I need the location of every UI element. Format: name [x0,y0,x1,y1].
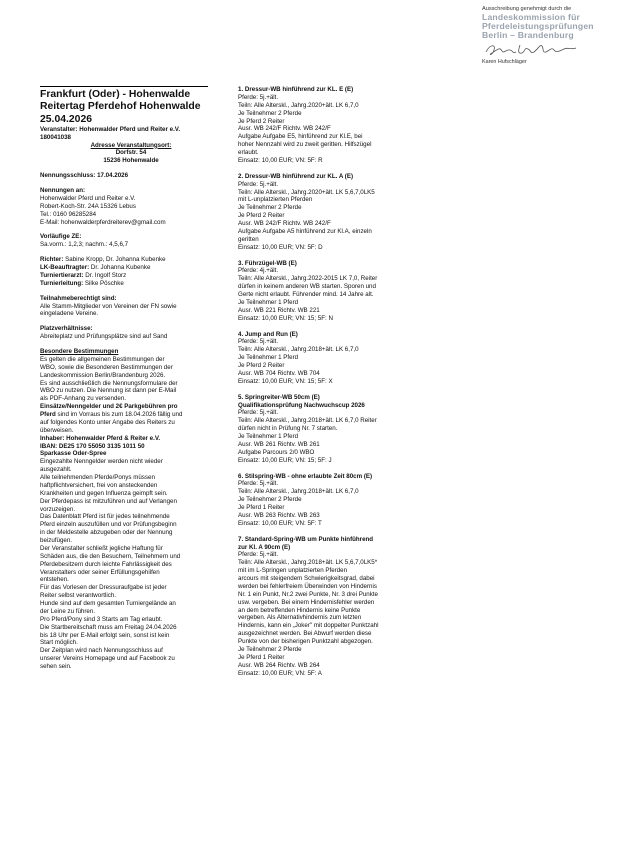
event-line: mit L-unplatzierten Pferden [238,196,313,204]
stamp-org-line: Berlin – Brandenburg [482,29,574,40]
event-line: Teiln: Alle Alterskl., Jahrg.2020+ält. LK 6,7,0 [238,101,359,109]
adresse-line: 15236 Hohenwalde [103,157,159,165]
event-heading: 6. Stilspring-WB - ohne erlaubte Zeit 80cm (E) [238,472,373,480]
event-line: Pferde: 5j.+ält. [238,93,279,101]
event-heading: Qualifikationsprüfung Nachwuchscup 2026 [238,401,365,409]
left-column [40,86,222,671]
event-line: an dem betreffenden Hindernis keine Punkte [238,606,361,614]
ze-value: Sa.vorm.: 1,2,3; nachm.: 4,5,6,7 [40,241,129,249]
event-2 [238,173,444,252]
event-line: Teiln: Alle Alterskl., Jahrg.2018+ält. LK 6,7,0 Reiter [238,417,377,425]
signature-image [484,41,579,57]
einsatz-line [40,411,222,419]
event-5 [238,394,444,465]
event-line: Pferde: 5j.+ält. [238,338,279,346]
rules-line: der Leine zu führen. [40,607,96,615]
event-line: Je Teilnehmer 1 Pferd [238,298,299,306]
official-label: Richter: [40,256,64,264]
official-leitung [40,280,222,288]
teilnahme-line: Alle Stamm-Mitglieder von Vereinen der FN sowie [40,302,177,310]
official-lk [40,264,222,272]
rules-line: haftpflichtversichert, frei von ansteckenden [40,481,158,489]
rules-line: sehen sein. [40,663,72,671]
bestimmungen-line: Es sind ausschließlich die Nennungsformulare der [40,379,178,387]
bestimmungen-line: auf folgendes Konto unter Angabe des Reiters zu [40,418,175,426]
event-line: Je Teilnehmer 2 Pferde [238,645,302,653]
einsatz-rest: sind im Vorraus bis zum 18.04.2026 fällig und [55,411,183,419]
bestimmungen-heading: Besondere Bestimmungen [40,348,119,356]
top-rule [40,86,208,87]
rules-line: Für das Vorlesen der Dressuraufgabe ist jeder [40,584,167,592]
official-label: Turniertierarzt: [40,271,84,279]
event-line: Je Pferd 1 Reiter [238,653,285,661]
event-line: Je Pferd 2 Reiter [238,212,285,220]
nennungen-line: Tel.: 0160 96285284 [40,210,97,218]
nennungen-heading: Nennungen an: [40,187,86,195]
nennungen-email: E-Mail: hohenwalderpferdreiterev@gmail.com [40,218,166,226]
adresse-heading: Adresse Veranstaltungsort: [90,141,172,149]
teilnahme-line: eingeladene Vereine. [40,310,99,318]
event-heading: 4. Jump and Run (E) [238,330,298,338]
ze-heading: Vorläufige ZE: [40,233,82,241]
event-line: Pferde: 5j.+ält. [238,551,279,559]
teilnahme-heading: Teilnahmeberechtigt sind: [40,294,117,302]
rules-line: Pferdebesitzern durch leichte Fahrlässigkeit des [40,560,172,568]
event-line: Je Teilnehmer 1 Pferd [238,354,299,362]
event-line: Je Teilnehmer 2 Pferde [238,204,302,212]
event-line: Je Pferd 2 Reiter [238,362,285,369]
event-line: Gerte nicht erlaubt. Führender mind. 14 Jahre alt. [238,291,374,298]
rules-line: Start möglich. [40,639,78,647]
official-label: LK-Beauftragter: [40,264,90,272]
event-line: Einsatz: 10,00 EUR; VN: 5F: T [238,519,322,527]
event-line: Je Teilnehmer 2 Pferde [238,496,302,504]
bank-iban: IBAN: DE25 170 55050 3135 1011 50 [40,442,145,450]
event-line: Je Pferd 2 Reiter [238,117,285,125]
bank-inhaber: Inhaber: Hohenwalder Pferd & Reiter e.V. [40,434,161,442]
event-line: Je Teilnehmer 1 Pferd [238,433,299,440]
veranstalter: Veranstalter: Hohenwalder Pferd und Reiter e.V. [40,125,181,133]
event-line: arcours mit steigendem Schwierigkeitsgrad, dabei [238,575,375,582]
einsatz-bold-line: Einsätze/Nenngelder und 2€ Parkgebühren pro [40,403,178,411]
event-line: Pferde: 4j.+ält. [238,267,279,275]
rules-line: Eingezahlte Nenngelder werden nicht wieder [40,458,163,466]
rules-line: Die Startbereitschaft muss am Freitag 24.04.2026 [40,623,177,631]
rules-line: Pferd einzeln auszufüllen und vor Prüfungsbeginn [40,521,177,529]
event-heading: 2. Dressur-WB hinführend zur KL. A (E) [238,172,354,180]
nennungsschluss: Nennungsschluss: 17.04.2026 [40,172,129,180]
event-6 [238,473,444,528]
event-line: Pferde: 5j.+ält. [238,180,279,188]
rules-line: bis 18 Uhr per E-Mail erfolgt sein, sonst ist kein [40,631,170,639]
rules-line: Das Datenblatt Pferd ist für jedes teilnehmende [40,513,170,521]
event-line: Ausr. WB 704 Richtv. WB 704 [238,369,320,377]
event-heading: 7. Standard-Spring-WB um Punkte hinführend [238,535,374,543]
event-line: Ausr. WB 221 Richtv. WB 221 [238,306,320,314]
bestimmungen-line: als PDF-Anhang zu versenden. [40,395,126,403]
event-line: Einsatz: 10,00 EUR; VN: 15; 5F: X [238,377,333,385]
event-line: Nr. 1 ein Punkt, Nr.2 zwei Punkte, Nr. 3 drei Punkte [238,590,378,598]
event-3 [238,260,444,323]
event-7 [238,536,444,678]
event-line: hoher Nennzahl wird zu zweit geritten. Hilfszügel [238,141,372,149]
event-line: vergeben. Als Alternativhindernis zum letzten [238,614,362,622]
event-line: Aufgabe Parcours 2/0 WBO [238,448,315,456]
bestimmungen-line: Landeskommission Berlin/Brandenburg 2026. [40,371,166,379]
stamp-name: Karen Hufschläger [482,59,527,66]
einsatz-bold-word: Pferd [40,411,56,419]
event-heading: zur Kl. A 90cm (E) [238,543,291,551]
stamp-org-line: Landeskommission für [482,11,581,22]
event-heading: 3. Führzügel-WB (E) [238,259,297,267]
event-line: Teiln: Alle Alterskl., Jahrg.2020+ält. LK 5,6,7,0LK5 [238,188,375,196]
official-label: Turnierleitung: [40,279,84,287]
rules-line: in der Meldestelle abzugeben oder der Nennung [40,529,173,537]
event-line: Pferde: 5j.+ält. [238,480,279,488]
rules-line: Pro Pferd/Pony sind 3 Starts am Tag erlaubt. [40,615,163,623]
event-line: Aufgabe Aufgabe A5 hinführend zur Kl.A, einzeln [238,227,372,235]
event-line: Ausr. WB 261 Richtv. WB 261 [238,440,320,448]
event-4 [238,331,444,386]
bestimmungen-line: überweisen. [40,426,74,434]
event-line: Punkte von der bisherigen Punktzahl abgezogen. [238,638,373,645]
event-line: Einsatz: 10,00 EUR; VN: 15; 5F: N [238,314,333,322]
nennungen-line: Robert-Koch-Str. 24A 15326 Lebus [40,202,136,210]
event-heading: 5. Springreiter-WB 50cm (E) [238,393,320,401]
stamp-org-line: Pferdeleistungsprüfungen [482,20,594,31]
platz-heading: Platzverhältnisse: [40,325,93,333]
event-title: Frankfurt (Oder) - Hohenwalde [40,89,191,100]
rules-line: Krankheiten und gegen Influenza geimpft sein. [40,489,168,497]
rules-line: Der Pferdepass ist mitzuführen und auf Verlangen [40,497,177,505]
events-column [238,86,444,685]
event-line: dürfen in keinem anderen WB starten. Sporen und [238,283,376,291]
official-value: Silke Pöschke [83,279,124,287]
rules-line: Schäden aus, die den Besuchern, Teilnehmern und [40,552,181,560]
platz-value: Abreiteplatz und Prüfungsplätze sind auf Sand [40,333,168,341]
event-line: mit im L-Springen unplatzierten Pferden [238,567,348,575]
rules-block [40,458,222,671]
approval-stamp [482,6,612,66]
event-line: Teiln: Alle Alterskl., Jahrg.2018+ält. LK 6,7,0 [238,488,359,496]
rules-line: Alle teilnehmenden Pferde/Ponys müssen [40,474,155,482]
official-richter [40,256,222,264]
official-value: Dr. Johanna Kubenke [89,264,151,272]
event-line: Ausr. WB 263 Richtv. WB 263 [238,511,320,519]
event-1 [238,86,444,165]
official-tierarzt [40,272,222,280]
event-line: Je Pferd 1 Reiter [238,504,285,511]
event-line: werden bei fehlerfreiem Überwinden von Hindernis [238,582,377,590]
rules-line: Reiter selbst verantwortlich. [40,592,116,600]
nennungen-line: Hohenwalder Pferd und Reiter e.V. [40,194,136,202]
bestimmungen-line: WBO zu nutzen. Die Nennung ist dann per E-Mail [40,387,177,395]
rules-line: entstehen. [40,576,69,584]
event-line: Je Teilnehmer 2 Pferde [238,109,302,117]
rules-line: Der Veranstalter schließt jegliche Haftung für [40,544,163,552]
veranstalter-number: 180041038 [40,133,71,141]
event-line: ausgezeichnet werden. Bei Abwurf werden diese [238,630,372,638]
rules-line: Der Zeitplan wird nach Nennungsschluss auf [40,647,163,655]
event-line: Hindernis, kann ein „Joker" mit doppelter Punktzahl [238,622,379,630]
event-line: Ausr. WB 242/F Richtv. WB 242/F [238,220,331,227]
event-line: usw. vergeben. Bei einem Hindernisfehler werden [238,598,375,606]
bestimmungen-line: Es gelten die allgemeinen Bestimmungen der [40,355,165,363]
stamp-caption: Ausschreibung genehmigt durch die [482,6,572,12]
event-line: geritten [238,235,259,243]
event-line: Einsatz: 10,00 EUR; VN: 5F: R [238,156,323,164]
bestimmungen-line: WBO, sowie die Besonderen Bestimmungen der [40,363,173,371]
event-line: Einsatz: 10,00 EUR; VN: 15; 5F: J [238,456,332,464]
event-line: Teiln: Alle Alterskl., Jahrg.2018+ält. LK 5,6,7,0LK5* [238,559,378,567]
official-value: Dr. Ingolf Storz [83,271,127,279]
event-line: Einsatz: 10,00 EUR; VN: 5F: D [238,243,323,251]
event-line: erlaubt. [238,149,259,156]
rules-line: ausgezahlt. [40,466,72,474]
event-title: Reitertag Pferdehof Hohenwalde [40,101,201,113]
rules-line: vorzuzeigen. [40,505,76,513]
event-heading: 1. Dressur-WB hinführend zur KL. E (E) [238,86,354,93]
rules-line: Veranstalters oder seiner Erfüllungsgehilfen [40,568,160,576]
event-line: Aufgabe Aufgabe E5, hinführend zur Kl.E, bei [238,133,363,141]
event-line: Ausr. WB 242/F Richtv. WB 242/F [238,125,331,133]
event-line: Pferde: 5j.+ält. [238,409,279,417]
rules-line: beizufügen. [40,537,72,545]
event-line: dürfen nicht in Prüfung Nr. 7 starten. [238,425,338,433]
official-value: Sabine Kropp, Dr. Johanna Kubenke [63,256,166,264]
rules-line: Hunde sind auf dem gesamten Turniergelände an [40,600,176,608]
event-date: 25.04.2026 [40,113,93,125]
event-line: Ausr. WB 264 Richtv. WB 264 [238,661,320,669]
adresse-line: Dorfstr. 54 [115,149,147,157]
event-line: Einsatz: 10,00 EUR; VN: 5F: A [238,669,322,677]
rules-line: unserer Vereins Homepage und auf Facebook zu [40,655,175,663]
event-line: Teiln: Alle Alterskl., Jahrg.2022-2015 LK 7,0, Reiter [238,275,378,283]
event-line: Teiln: Alle Alterskl., Jahrg.2018+ält. LK 6,7,0 [238,346,359,354]
bank-name: Sparkasse Oder-Spree [40,450,107,458]
